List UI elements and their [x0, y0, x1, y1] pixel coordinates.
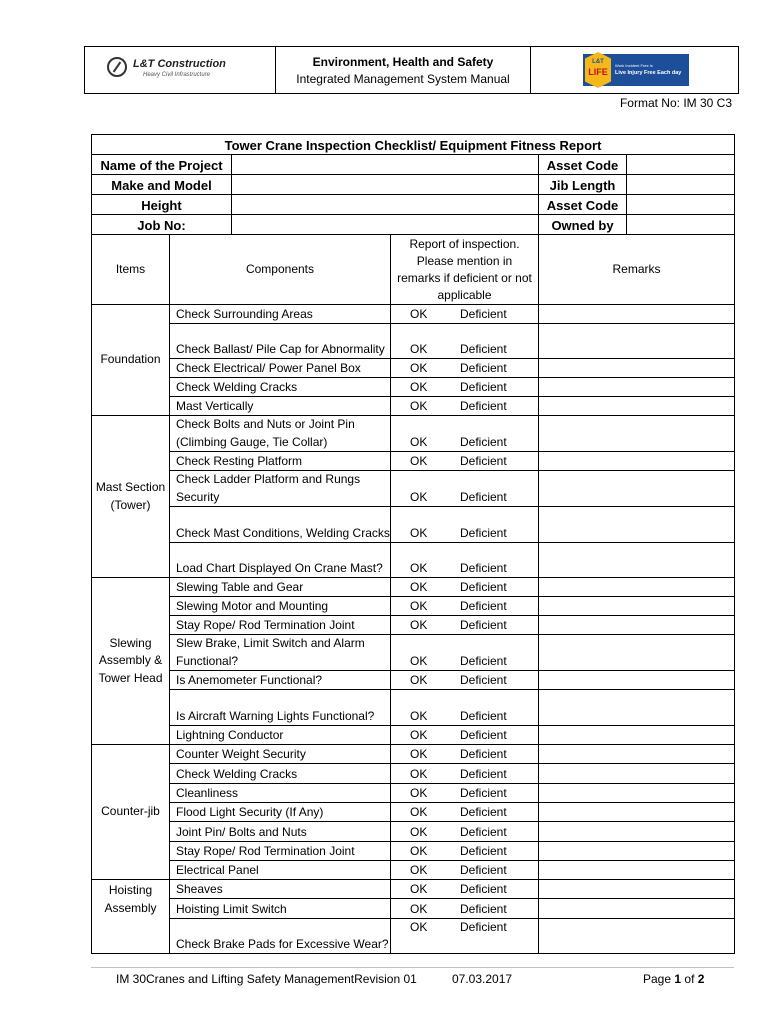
checklist-row [92, 452, 735, 471]
component-label: Check Bolts and Nuts or Joint Pin (Climbing Gauge, Tie Collar) [170, 416, 391, 452]
component-label: Is Anemometer Functional? [170, 671, 391, 690]
checklist-row [92, 324, 735, 359]
inspection-result-cell[interactable] [391, 543, 539, 578]
field-label-height: Height [92, 195, 232, 215]
component-label: Check Ballast/ Pile Cap for Abnormality [170, 324, 391, 359]
inspection-result-cell[interactable] [391, 305, 539, 324]
header-title-cell [276, 47, 531, 93]
deficient-option[interactable]: Deficient [460, 434, 507, 449]
component-label: Stay Rope/ Rod Termination Joint [170, 842, 391, 861]
lt-life-logo: L&T LIFE Work Incident Free is Live Injury Free Each day [583, 54, 689, 86]
checklist-row [92, 784, 735, 803]
component-label: Joint Pin/ Bolts and Nuts [170, 822, 391, 842]
field-label-project: Name of the Project [92, 155, 232, 175]
deficient-option[interactable]: Deficient [460, 579, 507, 594]
ok-option[interactable]: OK [410, 398, 428, 413]
remarks-cell[interactable] [539, 919, 735, 954]
deficient-option[interactable]: Deficient [460, 306, 507, 321]
component-label: Check Welding Cracks [170, 764, 391, 784]
checklist-row [92, 745, 735, 764]
ok-option[interactable]: OK [410, 617, 428, 632]
inspection-result-cell[interactable] [391, 324, 539, 359]
field-value-job-no[interactable] [232, 215, 539, 235]
checklist-row [92, 378, 735, 397]
checklist-row [92, 842, 735, 861]
remarks-cell[interactable] [539, 543, 735, 578]
checklist-row [92, 726, 735, 745]
inspection-result-cell[interactable] [391, 416, 539, 452]
deficient-option[interactable]: Deficient [460, 341, 507, 356]
remarks-cell[interactable] [539, 471, 735, 507]
inspection-result-cell[interactable] [391, 919, 539, 954]
component-label: Lightning Conductor [170, 726, 391, 745]
ok-option[interactable]: OK [410, 881, 428, 896]
checklist-row [92, 671, 735, 690]
deficient-option[interactable]: Deficient [460, 560, 507, 575]
component-label: Check Surrounding Areas [170, 305, 391, 324]
field-label-jib-length: Jib Length [539, 175, 627, 195]
remarks-cell[interactable] [539, 359, 735, 378]
inspection-result-cell[interactable] [391, 861, 539, 880]
inspection-result-cell[interactable] [391, 616, 539, 635]
inspection-result-cell[interactable] [391, 397, 539, 416]
document-header [84, 46, 739, 94]
remarks-cell[interactable] [539, 764, 735, 784]
ok-option[interactable]: OK [410, 598, 428, 613]
footer-date: 07.03.2017 [452, 972, 513, 986]
item-group-label: Counter-jib [92, 745, 170, 880]
inspection-checklist-table [91, 134, 735, 954]
component-label: Mast Vertically [170, 397, 391, 416]
deficient-option[interactable]: Deficient [460, 360, 507, 375]
remarks-cell[interactable] [539, 671, 735, 690]
column-header-items: Items [92, 235, 170, 305]
component-label: Check Brake Pads for Excessive Wear? [170, 919, 391, 954]
inspection-result-cell[interactable] [391, 507, 539, 543]
footer-divider [91, 967, 734, 968]
remarks-cell[interactable] [539, 880, 735, 899]
remarks-cell[interactable] [539, 416, 735, 452]
component-label: Stay Rope/ Rod Termination Joint [170, 616, 391, 635]
component-label: Slewing Table and Gear [170, 578, 391, 597]
inspection-result-cell[interactable] [391, 745, 539, 764]
deficient-option[interactable]: Deficient [460, 843, 507, 858]
inspection-result-cell[interactable] [391, 597, 539, 616]
component-label: Cleanliness [170, 784, 391, 803]
checklist-row [92, 416, 735, 452]
checklist-row [92, 543, 735, 578]
checklist-row [92, 635, 735, 671]
remarks-cell[interactable] [539, 803, 735, 822]
remarks-cell[interactable] [539, 690, 735, 726]
footer-page-number: Page 1 of 2 [643, 972, 705, 986]
checklist-row [92, 803, 735, 822]
component-label: Check Resting Platform [170, 452, 391, 471]
component-label: Is Aircraft Warning Lights Functional? [170, 690, 391, 726]
checklist-row [92, 359, 735, 378]
field-value-project[interactable] [232, 155, 539, 175]
component-label: Electrical Panel [170, 861, 391, 880]
deficient-option[interactable]: Deficient [460, 525, 507, 540]
form-title: Tower Crane Inspection Checklist/ Equipment Fitness Report [92, 135, 735, 155]
remarks-cell[interactable] [539, 378, 735, 397]
checklist-row [92, 597, 735, 616]
ok-option[interactable]: OK [410, 306, 428, 321]
remarks-cell[interactable] [539, 578, 735, 597]
column-header-report: Report of inspection. Please mention in remarks if deficient or not applicable [391, 235, 539, 305]
checklist-row [92, 397, 735, 416]
field-label-owned-by: Owned by [539, 215, 627, 235]
ok-option[interactable]: OK [410, 341, 428, 356]
remarks-cell[interactable] [539, 745, 735, 764]
inspection-result-cell[interactable] [391, 842, 539, 861]
inspection-result-cell[interactable] [391, 784, 539, 803]
footer-document-info: IM 30Cranes and Lifting Safety ManagementRevision 01 [116, 972, 417, 986]
component-label: Sheaves [170, 880, 391, 899]
field-label-asset-code-2: Asset Code [539, 195, 627, 215]
inspection-result-cell[interactable] [391, 726, 539, 745]
inspection-result-cell[interactable] [391, 471, 539, 507]
checklist-row [92, 471, 735, 507]
deficient-option[interactable]: Deficient [460, 766, 507, 781]
checklist-row [92, 899, 735, 919]
deficient-option[interactable]: Deficient [460, 398, 507, 413]
inspection-result-cell[interactable] [391, 578, 539, 597]
component-label: Load Chart Displayed On Crane Mast? [170, 543, 391, 578]
inspection-result-cell[interactable] [391, 635, 539, 671]
checklist-row [92, 822, 735, 842]
checklist-row [92, 578, 735, 597]
item-group-label: Foundation [92, 305, 170, 416]
item-group-label: Hoisting Assembly [92, 880, 170, 954]
ok-option[interactable]: OK [410, 901, 428, 916]
inspection-result-cell[interactable] [391, 899, 539, 919]
remarks-cell[interactable] [539, 507, 735, 543]
deficient-option[interactable]: Deficient [460, 672, 507, 687]
checklist-row [92, 880, 735, 899]
deficient-option[interactable]: Deficient [460, 785, 507, 800]
remarks-cell[interactable] [539, 616, 735, 635]
company-logo-cell [85, 47, 276, 93]
deficient-option[interactable]: Deficient [460, 824, 507, 839]
component-label: Check Ladder Platform and Rungs Security [170, 471, 391, 507]
inspection-result-cell[interactable] [391, 671, 539, 690]
inspection-result-cell[interactable] [391, 359, 539, 378]
ok-option[interactable]: OK [410, 560, 428, 575]
checklist-row [92, 919, 735, 954]
item-group-label: Slewing Assembly & Tower Head [92, 578, 170, 745]
field-label-job-no: Job No: [92, 215, 232, 235]
deficient-option[interactable]: Deficient [460, 379, 507, 394]
deficient-option[interactable]: Deficient [460, 901, 507, 916]
component-label: Hoisting Limit Switch [170, 899, 391, 919]
remarks-cell[interactable] [539, 597, 735, 616]
ok-option[interactable]: OK [410, 920, 428, 934]
deficient-option[interactable]: Deficient [460, 617, 507, 632]
inspection-result-cell[interactable] [391, 690, 539, 726]
lt-logo-name: L&T Construction [133, 58, 226, 70]
ok-option[interactable]: OK [410, 379, 428, 394]
format-number: Format No: IM 30 C3 [619, 96, 732, 110]
life-logo-cell [531, 47, 738, 93]
component-label: Flood Light Security (If Any) [170, 803, 391, 822]
field-value-jib-length[interactable] [627, 175, 735, 195]
checklist-row [92, 305, 735, 324]
inspection-result-cell[interactable] [391, 822, 539, 842]
remarks-cell[interactable] [539, 397, 735, 416]
remarks-cell[interactable] [539, 324, 735, 359]
deficient-option[interactable]: Deficient [460, 489, 507, 504]
checklist-row [92, 764, 735, 784]
column-header-components: Components [170, 235, 391, 305]
ok-option[interactable]: OK [410, 579, 428, 594]
remarks-cell[interactable] [539, 726, 735, 745]
remarks-cell[interactable] [539, 305, 735, 324]
component-label: Slew Brake, Limit Switch and Alarm Functional? [170, 635, 391, 671]
ok-option[interactable]: OK [410, 453, 428, 468]
inspection-result-cell[interactable] [391, 803, 539, 822]
field-label-asset-code: Asset Code [539, 155, 627, 175]
checklist-row [92, 507, 735, 543]
remarks-cell[interactable] [539, 784, 735, 803]
deficient-option[interactable]: Deficient [460, 920, 507, 934]
ok-option[interactable]: OK [410, 727, 428, 742]
deficient-option[interactable]: Deficient [460, 804, 507, 819]
ok-option[interactable]: OK [410, 785, 428, 800]
field-value-asset-code-2[interactable] [627, 195, 735, 215]
lt-logo-tagline: Heavy Civil Infrastructure [143, 72, 211, 78]
ok-option[interactable]: OK [410, 653, 428, 668]
ok-option[interactable]: OK [410, 766, 428, 781]
remarks-cell[interactable] [539, 452, 735, 471]
ok-option[interactable]: OK [410, 804, 428, 819]
ok-option[interactable]: OK [410, 708, 428, 723]
deficient-option[interactable]: Deficient [460, 453, 507, 468]
inspection-result-cell[interactable] [391, 880, 539, 899]
component-label: Check Mast Conditions, Welding Cracks [170, 507, 391, 543]
column-header-remarks: Remarks [539, 235, 735, 305]
header-subtitle: Integrated Management System Manual [296, 72, 510, 86]
deficient-option[interactable]: Deficient [460, 653, 507, 668]
ok-option[interactable]: OK [410, 862, 428, 877]
ok-option[interactable]: OK [410, 525, 428, 540]
field-value-owned-by[interactable] [627, 215, 735, 235]
lt-logo-icon [107, 57, 127, 77]
ok-option[interactable]: OK [410, 672, 428, 687]
deficient-option[interactable]: Deficient [460, 598, 507, 613]
deficient-option[interactable]: Deficient [460, 862, 507, 877]
deficient-option[interactable]: Deficient [460, 727, 507, 742]
component-label: Slewing Motor and Mounting [170, 597, 391, 616]
component-label: Check Electrical/ Power Panel Box [170, 359, 391, 378]
inspection-result-cell[interactable] [391, 764, 539, 784]
ok-option[interactable]: OK [410, 489, 428, 504]
field-label-make-model: Make and Model [92, 175, 232, 195]
inspection-result-cell[interactable] [391, 452, 539, 471]
lt-construction-logo [107, 55, 257, 85]
remarks-cell[interactable] [539, 861, 735, 880]
remarks-cell[interactable] [539, 899, 735, 919]
life-slogan: Live Injury Free Each day [615, 70, 682, 76]
component-label: Counter Weight Security [170, 745, 391, 764]
checklist-row [92, 616, 735, 635]
remarks-cell[interactable] [539, 842, 735, 861]
field-value-make-model[interactable] [232, 175, 539, 195]
ok-option[interactable]: OK [410, 360, 428, 375]
deficient-option[interactable]: Deficient [460, 708, 507, 723]
header-title: Environment, Health and Safety [312, 55, 494, 69]
inspection-result-cell[interactable] [391, 378, 539, 397]
ok-option[interactable]: OK [410, 434, 428, 449]
checklist-row [92, 861, 735, 880]
ok-option[interactable]: OK [410, 824, 428, 839]
remarks-cell[interactable] [539, 635, 735, 671]
deficient-option[interactable]: Deficient [460, 746, 507, 761]
field-value-asset-code[interactable] [627, 155, 735, 175]
component-label: Check Welding Cracks [170, 378, 391, 397]
item-group-label: Mast Section (Tower) [92, 416, 170, 578]
ok-option[interactable]: OK [410, 746, 428, 761]
field-value-height[interactable] [232, 195, 539, 215]
deficient-option[interactable]: Deficient [460, 881, 507, 896]
checklist-row [92, 690, 735, 726]
ok-option[interactable]: OK [410, 843, 428, 858]
remarks-cell[interactable] [539, 822, 735, 842]
